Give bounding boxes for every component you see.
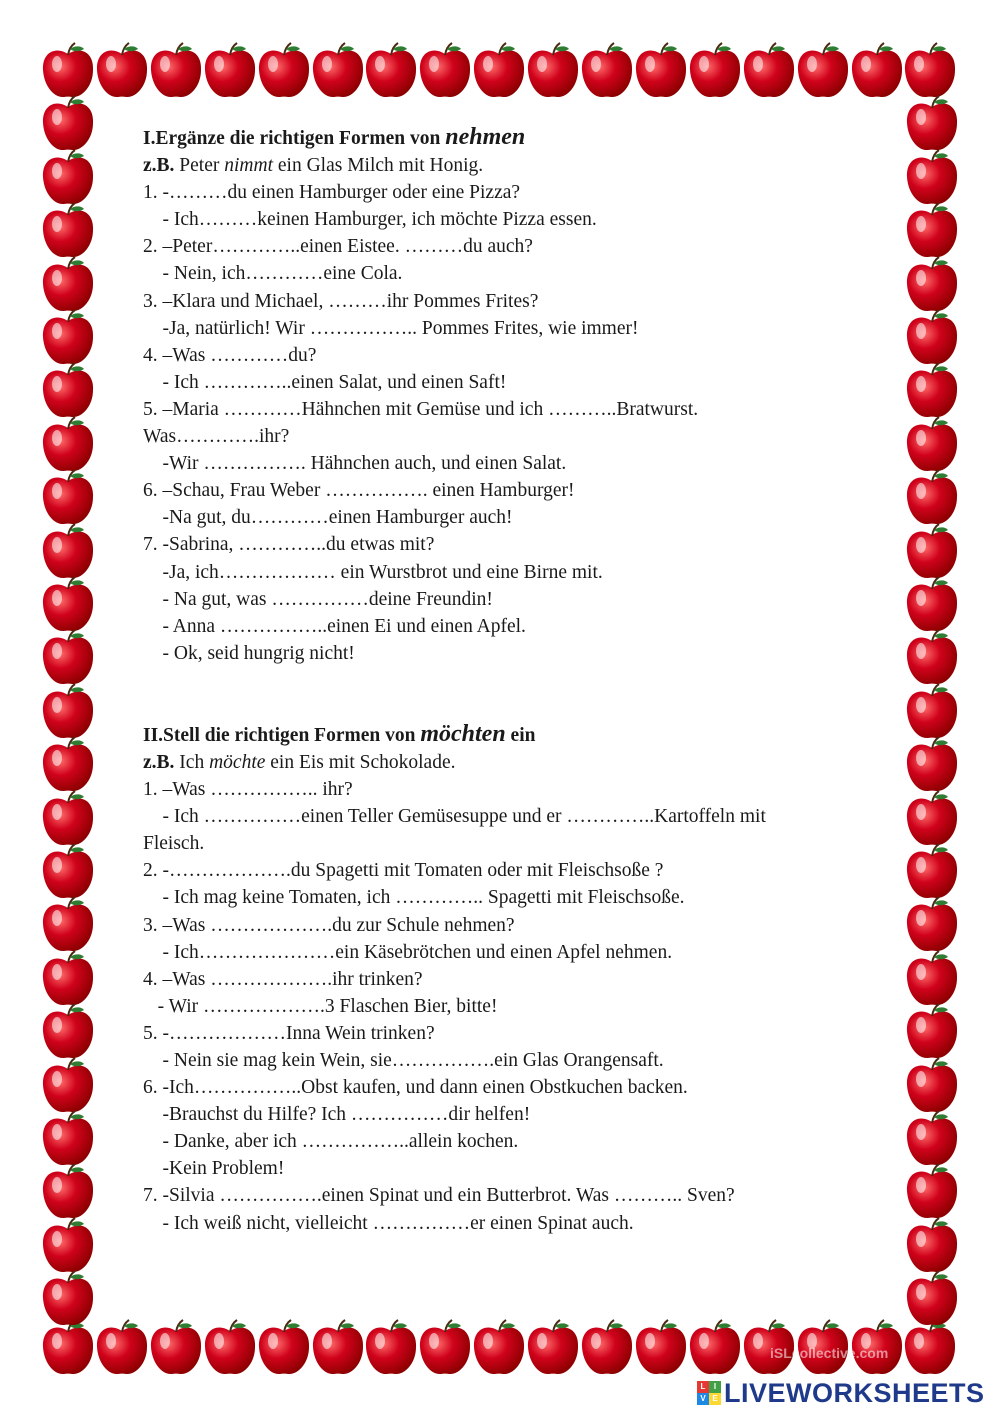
apple-icon bbox=[741, 40, 797, 100]
apple-icon bbox=[310, 1317, 366, 1377]
section2-line: 5. -………………Inna Wein trinken? bbox=[143, 1022, 435, 1044]
section2-line: 1. –Was …………….. ihr? bbox=[143, 779, 353, 801]
section1-example-label: z.B. bbox=[143, 155, 175, 177]
apple-icon bbox=[40, 360, 96, 420]
apple-icon bbox=[148, 1317, 204, 1377]
apple-icon bbox=[687, 40, 743, 100]
section1-line: - Ich …………..einen Salat, und einen Saft! bbox=[143, 371, 507, 393]
apple-icon bbox=[40, 200, 96, 260]
apple-icon bbox=[40, 521, 96, 581]
apple-icon bbox=[633, 1317, 689, 1377]
apple-icon bbox=[417, 40, 473, 100]
section1-line: 1. -………du einen Hamburger oder eine Pizza? bbox=[143, 182, 521, 204]
section2-example-label: z.B. bbox=[143, 751, 175, 773]
section1-heading bbox=[143, 124, 913, 152]
section2-line: - Ich mag keine Tomaten, ich ………….. Spagetti mit Fleischsoße. bbox=[143, 887, 685, 909]
section2-line: - Nein sie mag kein Wein, sie…………….ein Glas Orangensaft. bbox=[143, 1050, 664, 1071]
apple-icon bbox=[579, 1317, 635, 1377]
apple-icon bbox=[471, 40, 527, 100]
section1-example-before: Peter bbox=[174, 155, 225, 177]
section2-line: 7. -Silvia …………….einen Spinat und ein Butterbrot. Was ……….. Sven? bbox=[143, 1185, 735, 1207]
logo-mark-icon bbox=[697, 1381, 721, 1405]
apple-icon bbox=[902, 40, 958, 100]
apple-icon bbox=[904, 1268, 960, 1328]
section2-line: - Ich ……………einen Teller Gemüsesuppe und er …………..Kartoffeln mit bbox=[143, 806, 766, 828]
section2-line: 4. –Was ……………….ihr trinken? bbox=[143, 968, 423, 990]
section1-example bbox=[143, 152, 913, 179]
section2-heading-verb: möchten bbox=[420, 720, 506, 747]
apple-icon bbox=[40, 788, 96, 848]
section1-example-after: ein Glas Milch mit Honig. bbox=[273, 155, 484, 177]
apple-icon bbox=[40, 681, 96, 741]
apple-icon bbox=[40, 627, 96, 687]
apple-icon bbox=[471, 1317, 527, 1377]
apple-icon bbox=[40, 948, 96, 1008]
apple-icon bbox=[40, 1268, 96, 1328]
apple-icon bbox=[202, 1317, 258, 1377]
apple-icon bbox=[40, 307, 96, 367]
section1-line: Was………….ihr? bbox=[143, 426, 290, 448]
apple-icon bbox=[40, 734, 96, 794]
apple-icon bbox=[40, 254, 96, 314]
section2-example-after: ein Eis mit Schokolade. bbox=[265, 751, 456, 773]
apple-icon bbox=[40, 414, 96, 474]
apple-icon bbox=[40, 1108, 96, 1168]
apple-icon bbox=[40, 1055, 96, 1115]
section2-line: 3. –Was ……………….du zur Schule nehmen? bbox=[143, 914, 515, 936]
section1-line: - Anna ……………..einen Ei und einen Apfel. bbox=[143, 615, 526, 637]
section2-heading-suffix: ein bbox=[505, 724, 536, 746]
apple-icon bbox=[202, 40, 258, 100]
liveworksheets-logo[interactable] bbox=[697, 1378, 985, 1408]
apple-icon bbox=[310, 40, 366, 100]
section1-line: 3. –Klara und Michael, ………ihr Pommes Frites? bbox=[143, 290, 539, 312]
apple-icon bbox=[417, 1317, 473, 1377]
section1-heading-verb: nehmen bbox=[445, 124, 526, 150]
section1-exercise-lines bbox=[143, 179, 913, 667]
section1-line: - Na gut, was ……………deine Freundin! bbox=[143, 588, 493, 610]
section1-line: - Nein, ich…………eine Cola. bbox=[143, 263, 403, 285]
apple-icon bbox=[849, 40, 905, 100]
apple-icon bbox=[525, 1317, 581, 1377]
worksheet bbox=[143, 124, 913, 1237]
apple-icon bbox=[363, 40, 419, 100]
apple-icon bbox=[40, 93, 96, 153]
apple-icon bbox=[148, 40, 204, 100]
section2-example-before: Ich bbox=[174, 751, 210, 773]
section2-example-verb: möchte bbox=[209, 751, 266, 773]
section1-line: - Ok, seid hungrig nicht! bbox=[143, 642, 355, 664]
section2-line: Fleisch. bbox=[143, 833, 205, 855]
section1-line: 2. –Peter…………..einen Eistee. ………du auch? bbox=[143, 236, 533, 258]
section1-line: 6. –Schau, Frau Weber ……………. einen Hamburger! bbox=[143, 480, 575, 502]
section2-line: 2. -……………….du Spagetti mit Tomaten oder mit Fleischsoße ? bbox=[143, 860, 664, 882]
section1-line: 7. -Sabrina, …………..du etwas mit? bbox=[143, 534, 435, 556]
apple-icon bbox=[40, 40, 96, 100]
section1-line: 4. –Was …………du? bbox=[143, 344, 317, 366]
apple-icon bbox=[256, 40, 312, 100]
apple-icon bbox=[40, 1161, 96, 1221]
apple-icon bbox=[687, 1317, 743, 1377]
apple-icon bbox=[579, 40, 635, 100]
apple-icon bbox=[94, 1317, 150, 1377]
section1-line: -Ja, ich……………… ein Wurstbrot und eine Birne mit. bbox=[143, 561, 603, 583]
section2-line: - Wir ……………….3 Flaschen Bier, bitte! bbox=[143, 995, 498, 1017]
apple-icon bbox=[363, 1317, 419, 1377]
logo-mark-letter: L bbox=[697, 1381, 709, 1393]
apple-icon bbox=[40, 147, 96, 207]
section1-example-verb: nimmt bbox=[224, 155, 273, 177]
apple-icon bbox=[40, 1215, 96, 1275]
watermark: iSLcollective.com bbox=[770, 1345, 889, 1361]
logo-mark-letter: V bbox=[697, 1393, 709, 1405]
apple-icon bbox=[94, 40, 150, 100]
section2-line: - Ich weiß nicht, vielleicht ……………er einen Spinat auch. bbox=[143, 1212, 634, 1234]
section2-line: 6. -Ich……………..Obst kaufen, und dann einen Obstkuchen backen. bbox=[143, 1077, 688, 1099]
apple-icon bbox=[40, 894, 96, 954]
section1-line: - Ich………keinen Hamburger, ich möchte Pizza essen. bbox=[143, 209, 597, 231]
section1-line: 5. –Maria …………Hähnchen mit Gemüse und ich ………..Bratwurst. bbox=[143, 398, 699, 420]
section1-line: -Wir ……………. Hähnchen auch, und einen Salat. bbox=[143, 453, 567, 475]
section2-heading-text: II.Stell die richtigen Formen von bbox=[143, 724, 421, 746]
apple-icon bbox=[40, 841, 96, 901]
section2-heading bbox=[143, 721, 913, 749]
section2-line: -Kein Problem! bbox=[143, 1158, 285, 1180]
section2-example bbox=[143, 749, 913, 776]
apple-icon bbox=[40, 1001, 96, 1061]
section2-exercise-lines bbox=[143, 776, 913, 1237]
logo-mark-letter: E bbox=[709, 1393, 721, 1405]
apple-icon bbox=[40, 574, 96, 634]
apple-icon bbox=[40, 467, 96, 527]
logo-mark-letter: I bbox=[709, 1381, 721, 1393]
section1-line: -Ja, natürlich! Wir …………….. Pommes Frites, wie immer! bbox=[143, 317, 639, 339]
section1-line: -Na gut, du…………einen Hamburger auch! bbox=[143, 507, 513, 529]
section2-line: -Brauchst du Hilfe? Ich ……………dir helfen! bbox=[143, 1104, 531, 1126]
section1-heading-text: I.Ergänze die richtigen Formen von bbox=[143, 128, 446, 149]
apple-icon bbox=[633, 40, 689, 100]
apple-icon bbox=[795, 40, 851, 100]
section2-line: - Danke, aber ich ……………..allein kochen. bbox=[143, 1131, 519, 1153]
apple-icon bbox=[256, 1317, 312, 1377]
apple-icon bbox=[525, 40, 581, 100]
section2-line: - Ich…………………ein Käsebrötchen und einen Apfel nehmen. bbox=[143, 941, 673, 963]
logo-text: LIVEWORKSHEETS bbox=[724, 1377, 985, 1408]
